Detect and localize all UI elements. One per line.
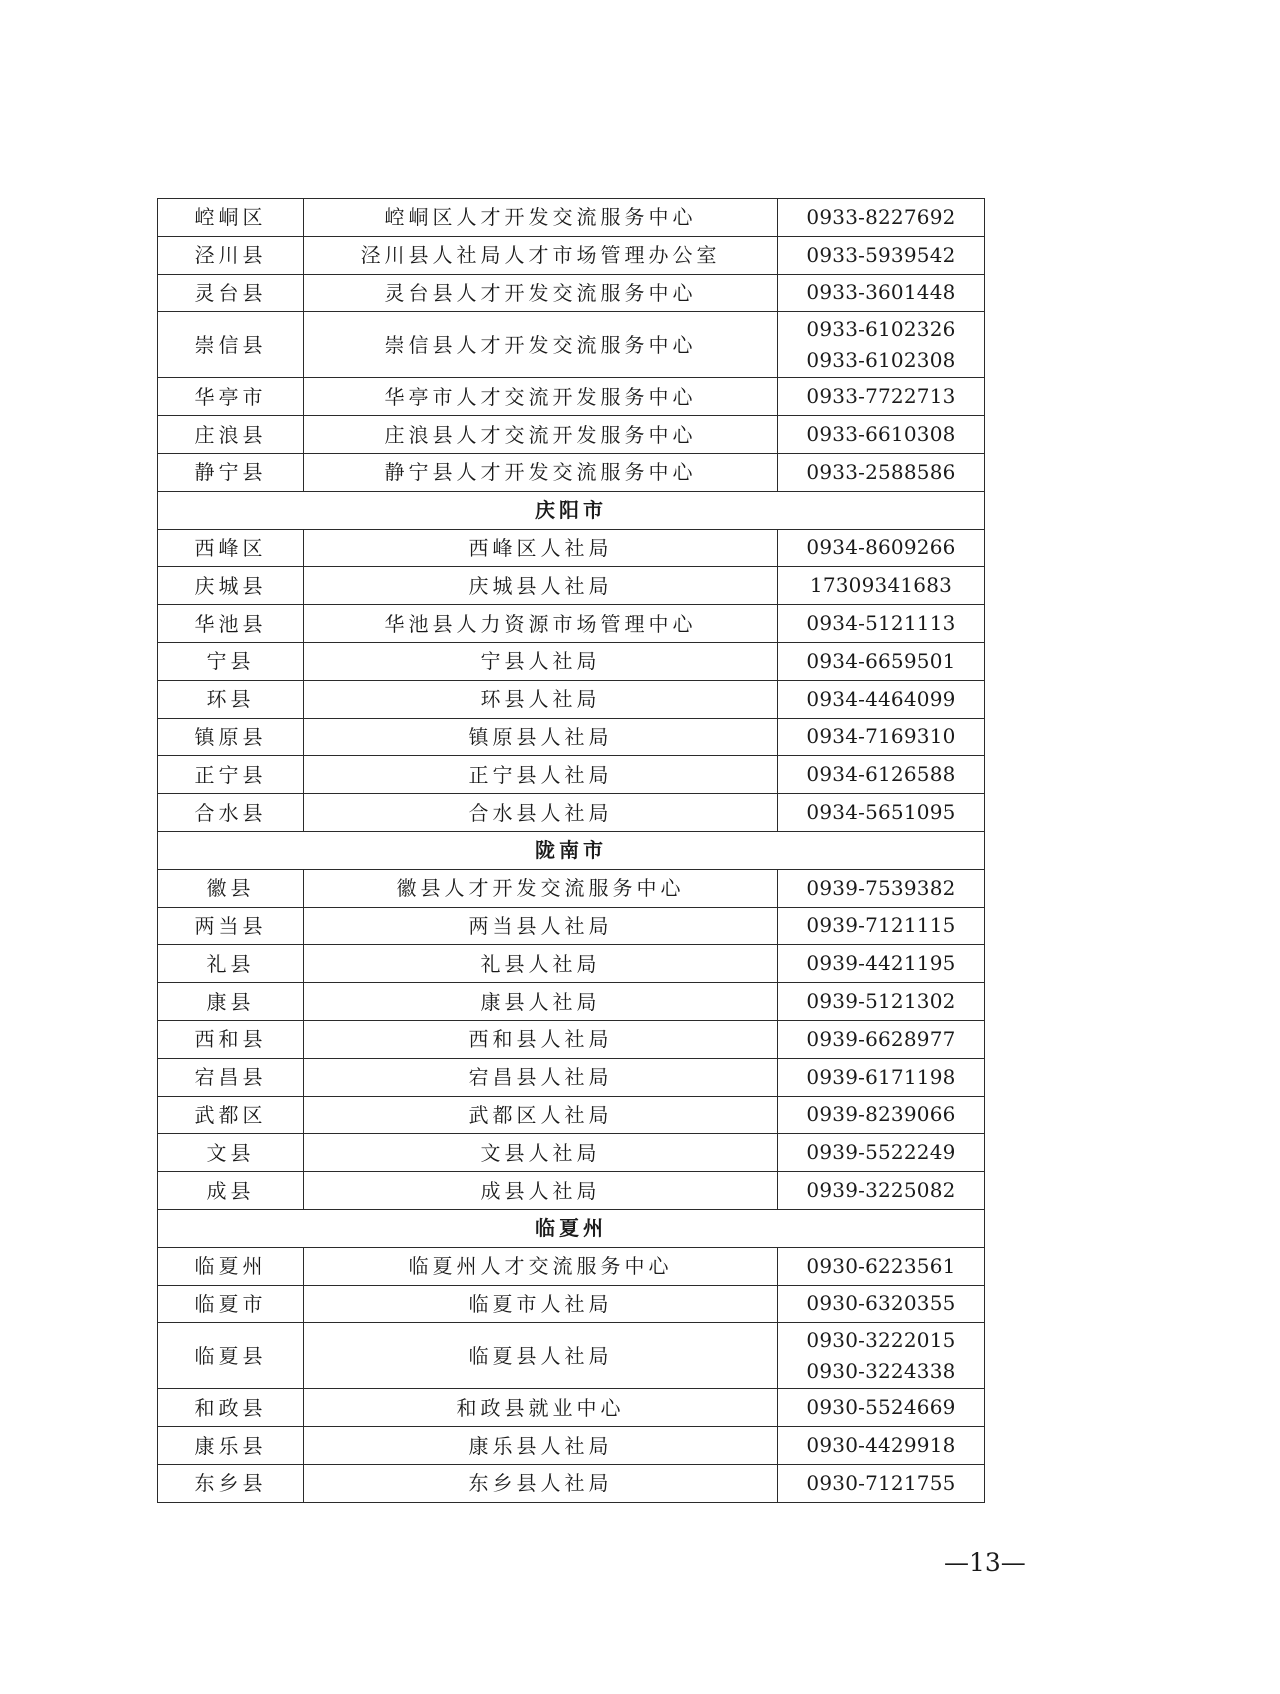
phone-cell [778,529,985,567]
section-title: 庆阳市 [158,491,985,529]
table-row [158,274,985,312]
table-row [158,605,985,643]
organization-cell: 临夏县人社局 [304,1323,778,1389]
county-cell: 泾川县 [158,236,304,274]
phone-number: 0934-4464099 [806,686,956,711]
county-cell: 合水县 [158,794,304,832]
section-row [158,491,985,529]
county-cell: 崆峒区 [158,199,304,237]
county-cell: 康县 [158,983,304,1021]
phone-number: 0930-6223561 [806,1253,956,1278]
phone-number: 0930-4429918 [806,1433,956,1457]
county-cell: 康乐县 [158,1427,304,1465]
table-row [158,718,985,756]
table-row [158,869,985,907]
table-row [158,567,985,605]
table-row [158,1134,985,1172]
phone-cell [778,1323,985,1389]
organization-cell: 镇原县人社局 [304,718,778,756]
table-row [158,1285,985,1323]
table-row [158,236,985,274]
county-cell: 庄浪县 [158,416,304,454]
organization-cell: 宁县人社局 [304,642,778,680]
county-cell: 华亭市 [158,378,304,416]
county-cell: 礼县 [158,945,304,983]
organization-cell: 临夏州人才交流服务中心 [304,1247,778,1285]
county-cell: 临夏县 [158,1323,304,1389]
phone-number: 0939-3225082 [806,1178,956,1203]
county-cell: 西峰区 [158,529,304,567]
section-title: 临夏州 [158,1209,985,1247]
table-row [158,945,985,983]
phone-cell [778,983,985,1021]
table-row [158,1247,985,1285]
organization-cell: 康县人社局 [304,983,778,1021]
phone-number: 0939-4421195 [806,951,956,976]
table-row [158,312,985,378]
organization-cell: 西峰区人社局 [304,529,778,567]
table-row [158,453,985,491]
phone-number: 0930-5524669 [806,1395,956,1420]
phone-number: 0939-7121115 [806,913,956,938]
county-cell: 文县 [158,1134,304,1172]
phone-number: 0930-3222015 [806,1327,956,1352]
organization-cell: 庆城县人社局 [304,567,778,605]
phone-cell [778,1172,985,1210]
county-cell: 宁县 [158,642,304,680]
county-cell: 徽县 [158,869,304,907]
directory-table-body [158,199,985,1503]
county-cell: 西和县 [158,1020,304,1058]
table-row [158,680,985,718]
phone-number: 0930-6320355 [806,1291,956,1316]
phone-cell [778,718,985,756]
table-row [158,529,985,567]
organization-cell: 庄浪县人才交流开发服务中心 [304,416,778,454]
county-cell: 华池县 [158,605,304,643]
phone-cell [778,274,985,312]
organization-cell: 文县人社局 [304,1134,778,1172]
table-row [158,1323,985,1389]
phone-number: 17309341683 [809,573,953,598]
section-row [158,1209,985,1247]
organization-cell: 环县人社局 [304,680,778,718]
phone-number: 0939-6628977 [806,1026,956,1051]
table-row [158,1058,985,1096]
county-cell: 环县 [158,680,304,718]
phone-number: 0933-6102326 [806,316,956,341]
organization-cell: 泾川县人社局人才市场管理办公室 [304,236,778,274]
phone-number: 0934-5651095 [806,800,956,825]
organization-cell: 静宁县人才开发交流服务中心 [304,453,778,491]
table-row [158,756,985,794]
phone-number: 0939-5522249 [806,1140,956,1165]
phone-number: 0930-7121755 [806,1470,956,1495]
phone-number: 0934-6659501 [806,648,956,673]
phone-number: 0933-3601448 [806,280,956,305]
phone-cell [778,1134,985,1172]
table-row [158,1464,985,1502]
phone-number: 0933-6102308 [806,347,956,372]
phone-cell [778,1464,985,1502]
phone-cell [778,453,985,491]
phone-number: 0934-8609266 [806,535,956,560]
organization-cell: 礼县人社局 [304,945,778,983]
phone-number: 0939-8239066 [806,1102,956,1127]
phone-cell [778,945,985,983]
phone-cell [778,378,985,416]
phone-number: 0934-6126588 [806,762,956,787]
county-cell: 成县 [158,1172,304,1210]
phone-number: 0939-6171198 [806,1064,956,1089]
phone-number: 0939-7539382 [806,875,956,900]
organization-cell: 宕昌县人社局 [304,1058,778,1096]
organization-cell: 成县人社局 [304,1172,778,1210]
phone-cell [778,416,985,454]
organization-cell: 崇信县人才开发交流服务中心 [304,312,778,378]
organization-cell: 灵台县人才开发交流服务中心 [304,274,778,312]
county-cell: 临夏州 [158,1247,304,1285]
organization-cell: 康乐县人社局 [304,1427,778,1465]
county-cell: 正宁县 [158,756,304,794]
organization-cell: 和政县就业中心 [304,1389,778,1427]
talent-service-directory-table [157,198,985,1503]
phone-number: 0933-8227692 [806,204,956,229]
phone-number: 0933-6610308 [806,422,956,447]
organization-cell: 徽县人才开发交流服务中心 [304,869,778,907]
phone-number: 0934-7169310 [806,724,956,749]
phone-cell [778,756,985,794]
phone-cell [778,794,985,832]
county-cell: 和政县 [158,1389,304,1427]
phone-number: 0930-3224338 [806,1358,956,1383]
phone-cell [778,642,985,680]
page-number: —13— [944,1548,1026,1577]
phone-cell [778,1389,985,1427]
phone-cell [778,605,985,643]
table-row [158,1020,985,1058]
table-row [158,907,985,945]
organization-cell: 华池县人力资源市场管理中心 [304,605,778,643]
table-row [158,983,985,1021]
county-cell: 宕昌县 [158,1058,304,1096]
county-cell: 崇信县 [158,312,304,378]
phone-number: 0933-2588586 [806,459,956,484]
county-cell: 两当县 [158,907,304,945]
county-cell: 镇原县 [158,718,304,756]
phone-cell [778,312,985,378]
phone-number: 0934-5121113 [806,611,956,636]
table-row [158,642,985,680]
phone-cell [778,869,985,907]
county-cell: 庆城县 [158,567,304,605]
county-cell: 临夏市 [158,1285,304,1323]
phone-cell [778,680,985,718]
county-cell: 东乡县 [158,1464,304,1502]
table-row [158,794,985,832]
phone-cell [778,199,985,237]
phone-cell [778,236,985,274]
organization-cell: 东乡县人社局 [304,1464,778,1502]
table-row [158,1427,985,1465]
table-row [158,378,985,416]
county-cell: 武都区 [158,1096,304,1134]
phone-cell [778,1427,985,1465]
county-cell: 静宁县 [158,453,304,491]
table-row [158,1172,985,1210]
organization-cell: 西和县人社局 [304,1020,778,1058]
phone-number: 0933-7722713 [806,384,956,409]
table-row [158,1389,985,1427]
organization-cell: 武都区人社局 [304,1096,778,1134]
phone-cell [778,1096,985,1134]
table-row [158,199,985,237]
organization-cell: 崆峒区人才开发交流服务中心 [304,199,778,237]
phone-cell [778,1058,985,1096]
phone-cell [778,1020,985,1058]
phone-cell [778,1285,985,1323]
phone-number: 0939-5121302 [806,989,956,1014]
section-row [158,831,985,869]
county-cell: 灵台县 [158,274,304,312]
phone-cell [778,1247,985,1285]
organization-cell: 华亭市人才交流开发服务中心 [304,378,778,416]
table-row [158,416,985,454]
phone-cell [778,907,985,945]
organization-cell: 临夏市人社局 [304,1285,778,1323]
phone-number: 0933-5939542 [806,242,956,267]
phone-cell [778,567,985,605]
section-title: 陇南市 [158,831,985,869]
table-row [158,1096,985,1134]
organization-cell: 合水县人社局 [304,794,778,832]
organization-cell: 正宁县人社局 [304,756,778,794]
organization-cell: 两当县人社局 [304,907,778,945]
